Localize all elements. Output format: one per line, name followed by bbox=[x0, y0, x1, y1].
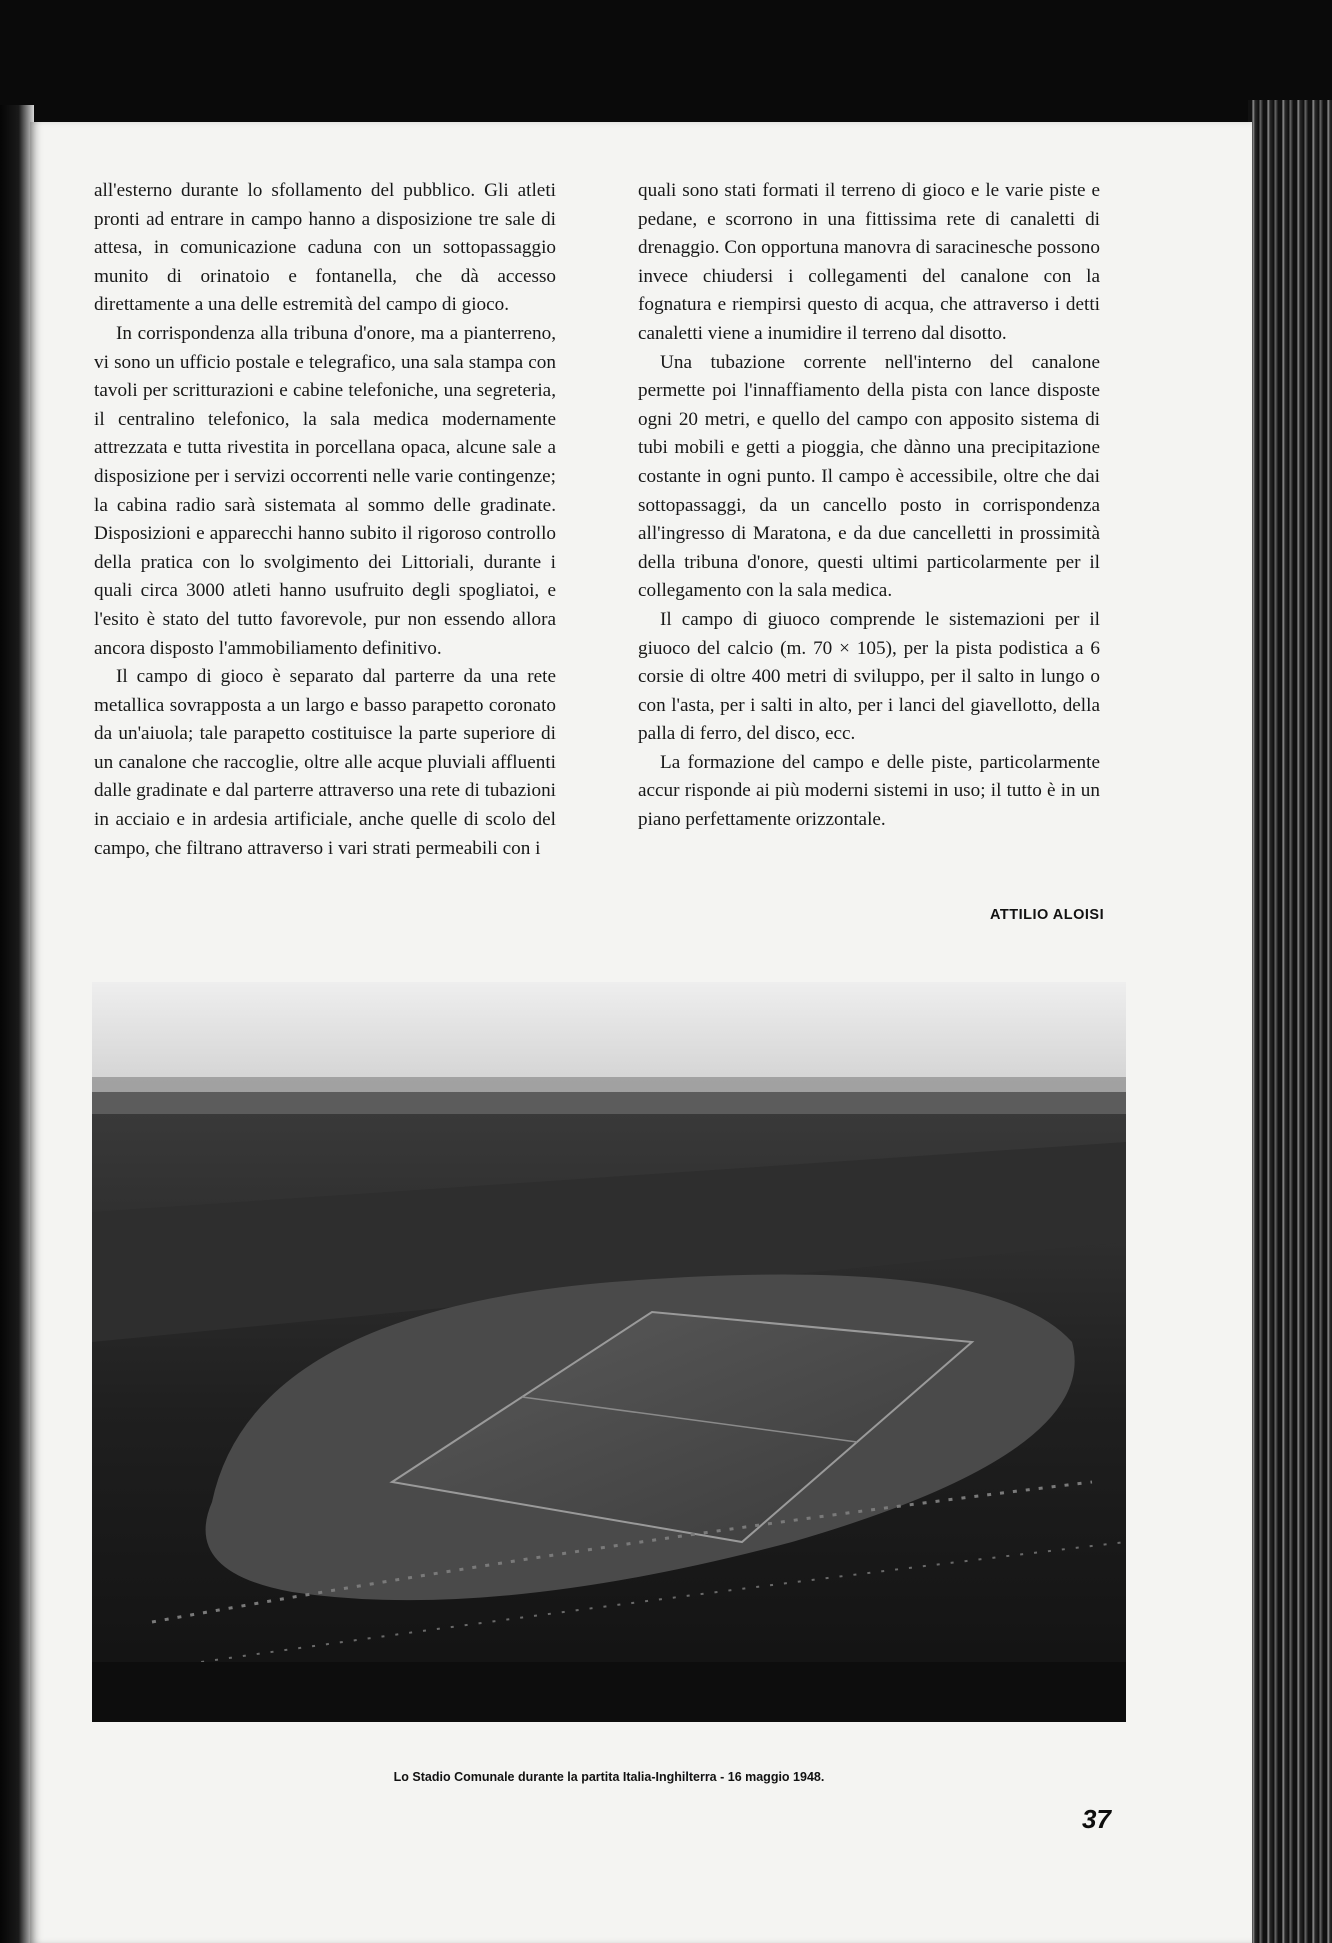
right-paragraph-3: Il campo di giuoco comprende le sistemazioni per il giuoco del calcio (m. 70 × 105), per la pista podistica a 6 corsie di oltre 400 metri di sviluppo, per il salto in lungo o con l'asta, per i salti in alto, per i lanci del giavellotto, della palla di ferro, del disco, ecc. bbox=[638, 608, 1100, 745]
binding-edge bbox=[0, 105, 34, 1943]
photo-caption: Lo Stadio Comunale durante la partita Italia-Inghilterra - 16 maggio 1948. bbox=[393, 1770, 825, 1784]
left-text-column bbox=[94, 177, 556, 863]
stadium-photograph bbox=[92, 982, 1126, 1722]
scan-border-top bbox=[0, 0, 1332, 125]
left-paragraph-2: In corrispondenza alla tribuna d'onore, ma a pianterreno, vi sono un ufficio postale e telegrafico, una sala stampa con tavoli per scritturazioni e cabine telefoniche, una segreteria, il centralino telefonico, la sala medica modernamente attrezzata e tutta rivestita in porcellana opaca, alcune sale a disposizione per i servizi occorrenti nelle varie contingenze; la cabina radio sarà sistemata al sommo delle gradinate. Disposizioni e apparecchi hanno subito il rigoroso controllo della pratica con lo svolgimento dei Littoriali, durante i quali circa 3000 atleti hanno usufruito degli spogliatoi, e l'esito è stato del tutto favorevole, pur non essendo allora ancora disposto l'ammobiliamento definitivo. bbox=[94, 322, 556, 659]
left-paragraph-1: all'esterno durante lo sfollamento del pubblico. Gli atleti pronti ad entrare in campo hanno a disposizione tre sale di attesa, in comunicazione caduna con un sottopassaggio munito di orinatoio e fontanella, che dà accesso direttamente a una delle estremità del campo di gioco. bbox=[94, 180, 556, 316]
right-paragraph-1: quali sono stati formati il terreno di gioco e le varie piste e pedane, e scorrono in una fittissima rete di canaletti di drenaggio. Con opportuna manovra di saracinesche possono invece chiudersi i collegamenti del canalone con la fognatura e riempirsi questo di acqua, che attraverso i detti canaletti viene a inumidire il terreno dal disotto. bbox=[638, 180, 1100, 344]
author-signature: ATTILIO ALOISI bbox=[990, 907, 1105, 923]
magazine-page bbox=[30, 122, 1252, 1943]
stadium-photo-illustration bbox=[92, 982, 1126, 1722]
page-stack-edge bbox=[1248, 100, 1332, 1943]
right-text-column bbox=[638, 177, 1100, 835]
right-paragraph-4: La formazione del campo e delle piste, particolarmente accur risponde ai più moderni sistemi in uso; il tutto è in un piano perfettamente orizzontale. bbox=[638, 751, 1100, 831]
page-number: 37 bbox=[1082, 1804, 1111, 1834]
left-paragraph-3: Il campo di gioco è separato dal parterre da una rete metallica sovrapposta a un largo e basso parapetto coronato da un'aiuola; tale parapetto costituisce la parte superiore di un canalone che raccoglie, oltre alle acque pluviali affluenti dalle gradinate e dal parterre attraverso una rete di tubazioni in acciaio e in ardesia artificiale, anche quelle di scolo del campo, che filtrano attraverso i vari strati permeabili con i bbox=[94, 666, 556, 859]
right-paragraph-2: Una tubazione corrente nell'interno del canalone permette poi l'innaffiamento della pista con lance disposte ogni 20 metri, e quello del campo con apposito sistema di tubi mobili e getti a pioggia, che dànno una precipitazione costante in ogni punto. Il campo è accessibile, oltre che dai sottopassaggi, da un cancello posto in corrispondenza all'ingresso di Maratona, e da due cancelletti in prossimità della tribuna d'onore, questi ultimi particolarmente per il collegamento con la sala medica. bbox=[638, 351, 1100, 602]
